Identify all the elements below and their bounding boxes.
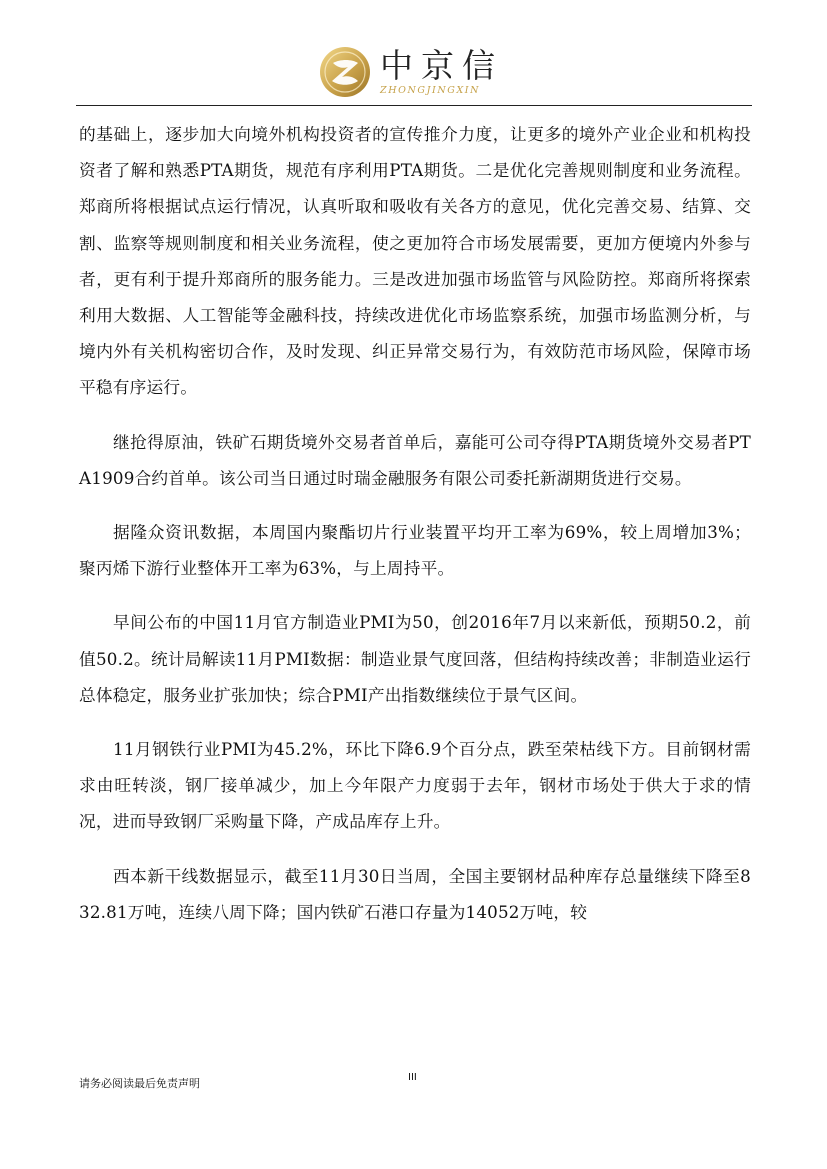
logo-english-name: ZHONGJINGXIN	[380, 85, 481, 96]
paragraph: 11月钢铁行业PMI为45.2%，环比下降6.9个百分点，跌至荣枯线下方。目前钢材需求由旺转淡，钢厂接单减少，加上今年限产力度弱于去年，钢材市场处于供大于求的情况，进而导致钢厂采购量下降，产成品库存上升。	[79, 739, 751, 832]
zhongjingxin-logo-icon	[318, 45, 372, 99]
header-divider	[76, 105, 752, 106]
page-header	[0, 0, 827, 108]
logo-chinese-name: 中京信	[380, 46, 503, 85]
document-body	[79, 116, 751, 948]
paragraph-continuation: 的基础上，逐步加大向境外机构投资者的宣传推介力度，让更多的境外产业企业和机构投资者了解和熟悉PTA期货，规范有序利用PTA期货。二是优化完善规则制度和业务流程。郑商所将根据试点运行情况，认真听取和吸收有关各方的意见，优化完善交易、结算、交割、监察等规则制度和相关业务流程，使之更加符合市场发展需要，更加方便境内外参与者，更有利于提升郑商所的服务能力。三是改进加强市场监管与风险防控。郑商所将探索利用大数据、人工智能等金融科技，持续改进优化市场监察系统，加强市场监测分析，与境内外有关机构密切合作，及时发现、纠正异常交易行为，有效防范市场风险，保障市场平稳有序运行。	[79, 124, 751, 398]
paragraph: 据隆众资讯数据，本周国内聚酯切片行业装置平均开工率为69%，较上周增加3%；聚丙烯下游行业整体开工率为63%，与上周持平。	[79, 522, 751, 579]
paragraph: 西本新干线数据显示，截至11月30日当周，全国主要钢材品种库存总量继续下降至832.81万吨，连续八周下降；国内铁矿石港口存量为14052万吨，较	[79, 865, 751, 922]
paragraph: 早间公布的中国11月官方制造业PMI为50，创2016年7月以来新低，预期50.2，前值50.2。统计局解读11月PMI数据：制造业景气度回落，但结构持续改善；非制造业运行总体稳定，服务业扩张加快；综合PMI产出指数继续位于景气区间。	[79, 612, 751, 705]
footer-disclaimer: 请务必阅读最后免责声明	[79, 1077, 200, 1090]
page-number: III	[408, 1072, 417, 1083]
company-logo	[318, 45, 512, 103]
paragraph: 继抢得原油，铁矿石期货境外交易者首单后，嘉能可公司夺得PTA期货境外交易者PTA1909合约首单。该公司当日通过时瑞金融服务有限公司委托新湖期货进行交易。	[79, 431, 751, 488]
